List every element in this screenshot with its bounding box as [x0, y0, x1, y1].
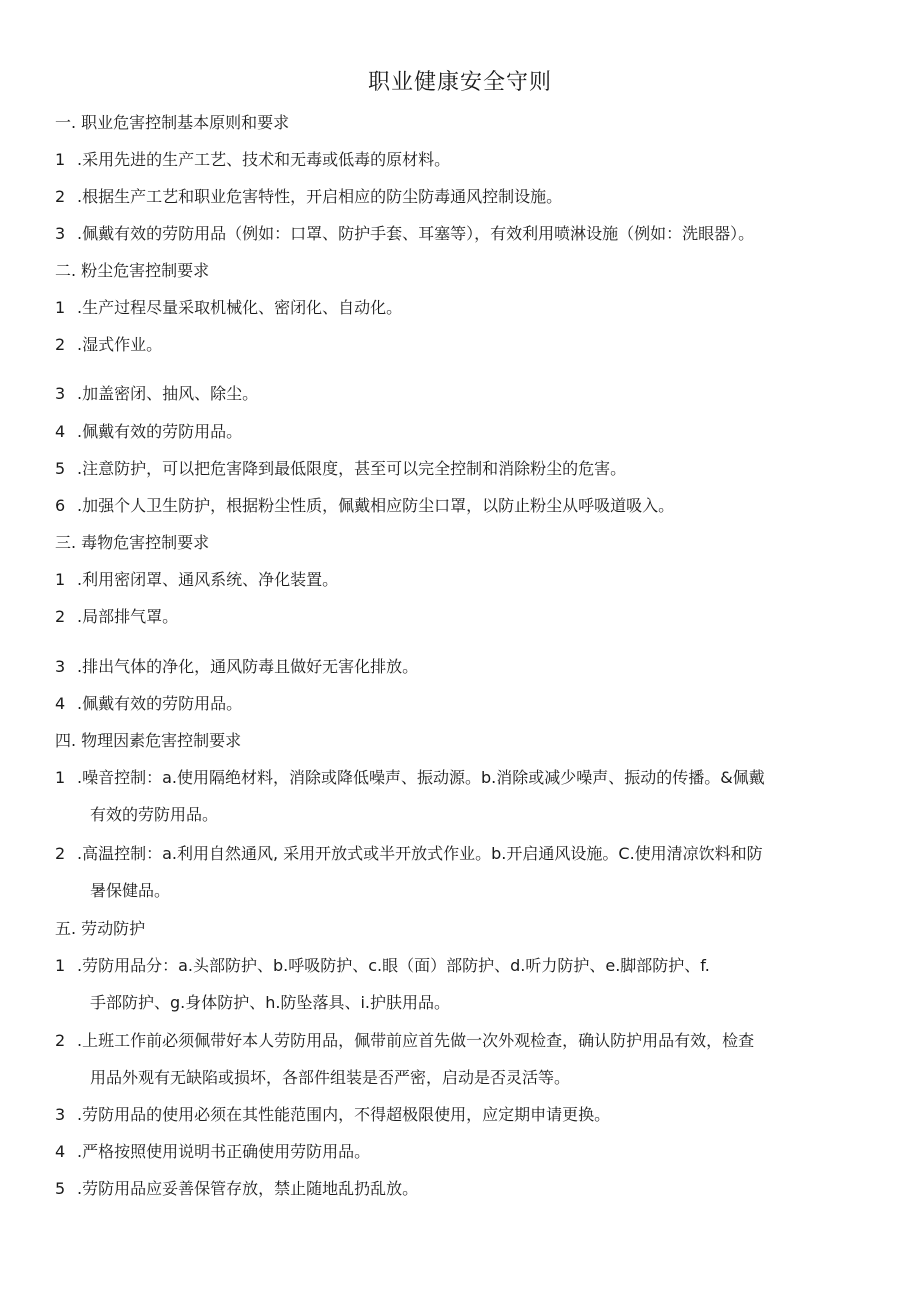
list-item	[55, 383, 258, 405]
list-item-continuation: 用品外观有无缺陷或损坏，各部件组装是否严密，启动是否灵活等。	[90, 1068, 571, 1087]
list-item-text: .加强个人卫生防护，根据粉尘性质，佩戴相应防尘口罩，以防止粉尘从呼吸道吸入。	[77, 496, 675, 515]
list-item-text: .生产过程尽量采取机械化、密闭化、自动化。	[77, 298, 403, 317]
list-item-number: 2	[55, 1031, 66, 1050]
list-item-number: 2	[55, 844, 66, 863]
list-item-text: .加盖密闭、抽风、除尘。	[77, 384, 259, 403]
list-item	[55, 767, 765, 789]
section-heading: 四. 物理因素危害控制要求	[55, 731, 242, 750]
list-item	[55, 1030, 754, 1052]
list-item-text: .利用密闭罩、通风系统、净化装置。	[77, 570, 339, 589]
list-item-text: .高温控制：a.利用自然通风, 采用开放式或半开放式作业。b.开启通风设施。C.使用清凉饮料和防	[77, 844, 763, 863]
list-item-number: 5	[55, 1179, 66, 1198]
section-heading: 一. 职业危害控制基本原则和要求	[55, 113, 290, 132]
list-item	[55, 186, 562, 208]
list-item	[55, 297, 402, 319]
list-item-number: 2	[55, 187, 66, 206]
list-item-number: 4	[55, 422, 66, 441]
list-item	[55, 223, 754, 245]
list-item-number: 1	[55, 570, 66, 589]
list-item-text: .噪音控制：a.使用隔绝材料，消除或降低噪声、振动源。b.消除或减少噪声、振动的传播。&佩戴	[77, 768, 765, 787]
list-item-text: .佩戴有效的劳防用品（例如：口罩、防护手套、耳塞等），有效利用喷淋设施（例如：洗眼器）。	[77, 224, 755, 243]
list-item	[55, 693, 242, 715]
list-item-text: .劳防用品应妥善保管存放，禁止随地乱扔乱放。	[77, 1179, 419, 1198]
list-item-number: 3	[55, 1105, 66, 1124]
list-item-text: .局部排气罩。	[77, 607, 179, 626]
list-item	[55, 1178, 418, 1200]
list-item-text: .湿式作业。	[77, 335, 163, 354]
list-item	[55, 421, 242, 443]
list-item	[55, 458, 626, 480]
list-item-text: .佩戴有效的劳防用品。	[77, 694, 243, 713]
list-item	[55, 656, 418, 678]
list-item	[55, 569, 338, 591]
list-item-number: 2	[55, 607, 66, 626]
section-heading: 二. 粉尘危害控制要求	[55, 261, 210, 280]
list-item	[55, 495, 674, 517]
section-heading: 五. 劳动防护	[55, 919, 146, 938]
section-heading: 三. 毒物危害控制要求	[55, 533, 210, 552]
list-item-number: 3	[55, 224, 66, 243]
list-item-continuation: 手部防护、g.身体防护、h.防坠落具、i.护肤用品。	[90, 993, 451, 1012]
list-item-text: .根据生产工艺和职业危害特性，开启相应的防尘防毒通风控制设施。	[77, 187, 563, 206]
list-item-number: 4	[55, 694, 66, 713]
list-item-continuation: 有效的劳防用品。	[90, 805, 219, 824]
list-item-number: 6	[55, 496, 66, 515]
list-item	[55, 606, 178, 628]
list-item	[55, 1104, 610, 1126]
document-title: 职业健康安全守则	[367, 70, 552, 95]
list-item-text: .排出气体的净化，通风防毒且做好无害化排放。	[77, 657, 419, 676]
list-item-text: .劳防用品的使用必须在其性能范围内，不得超极限使用，应定期申请更换。	[77, 1105, 611, 1124]
list-item-number: 2	[55, 335, 66, 354]
list-item-number: 3	[55, 657, 66, 676]
list-item-number: 1	[55, 150, 66, 169]
list-item	[55, 334, 162, 356]
list-item-number: 1	[55, 956, 66, 975]
list-item-continuation: 暑保健品。	[90, 881, 171, 900]
list-item	[55, 843, 763, 865]
list-item-number: 1	[55, 298, 66, 317]
list-item-text: .上班工作前必须佩带好本人劳防用品，佩带前应首先做一次外观检查，确认防护用品有效，检查	[77, 1031, 755, 1050]
list-item-number: 1	[55, 768, 66, 787]
list-item-number: 4	[55, 1142, 66, 1161]
list-item	[55, 955, 710, 977]
list-item-text: .注意防护，可以把危害降到最低限度，甚至可以完全控制和消除粉尘的危害。	[77, 459, 627, 478]
list-item-text: .采用先进的生产工艺、技术和无毒或低毒的原材料。	[77, 150, 451, 169]
list-item	[55, 149, 450, 171]
list-item-number: 5	[55, 459, 66, 478]
list-item	[55, 1141, 370, 1163]
list-item-text: .严格按照使用说明书正确使用劳防用品。	[77, 1142, 371, 1161]
list-item-text: .佩戴有效的劳防用品。	[77, 422, 243, 441]
list-item-number: 3	[55, 384, 66, 403]
list-item-text: .劳防用品分：a.头部防护、b.呼吸防护、c.眼（面）部防护、d.听力防护、e.脚部防护、f.	[77, 956, 710, 975]
